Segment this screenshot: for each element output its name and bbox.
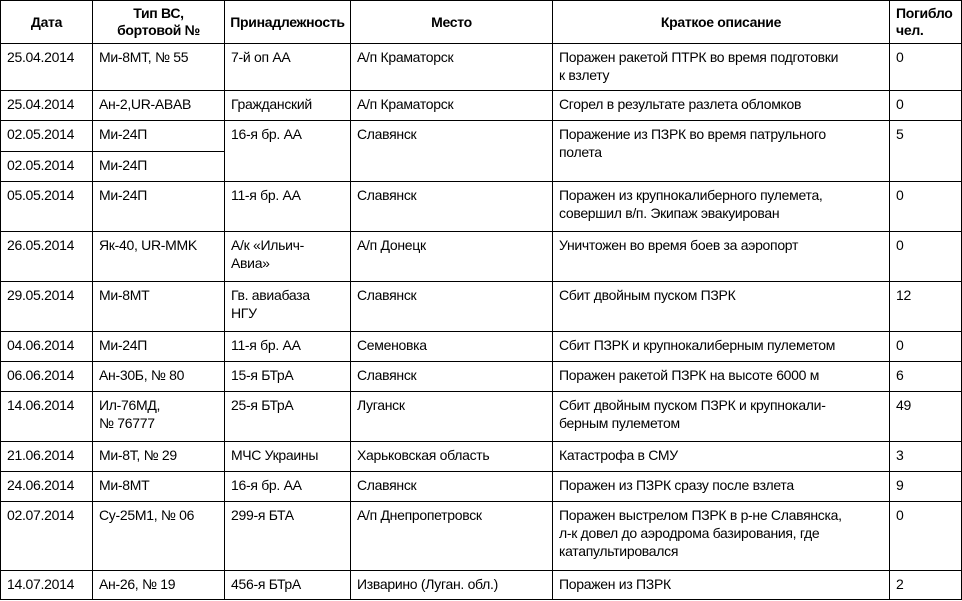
- cell-owner: Гражданский: [225, 91, 351, 121]
- cell-type: Ан-26, № 19: [93, 571, 225, 600]
- cell-type: Ми-24П: [93, 152, 225, 182]
- cell-owner: 7-й оп АА: [225, 44, 351, 91]
- cell-killed: 9: [890, 472, 962, 502]
- header-owner: Принадлежность: [225, 1, 351, 44]
- cell-date: 24.06.2014: [1, 472, 93, 502]
- table-row: [1, 392, 962, 442]
- header-killed: Погибло чел.: [890, 1, 962, 44]
- table-row: [1, 44, 962, 91]
- table-row: [1, 472, 962, 502]
- cell-type: Ан-2,UR-ABAB: [93, 91, 225, 121]
- cell-owner: 16-я бр. АА: [225, 472, 351, 502]
- cell-killed: 0: [890, 332, 962, 362]
- table-header-row: [1, 1, 962, 44]
- cell-killed: 2: [890, 571, 962, 600]
- cell-description: Поражение из ПЗРК во время патрульного полета: [553, 121, 890, 182]
- table-row: [1, 571, 962, 600]
- cell-type: Ил-76МД, № 76777: [93, 392, 225, 442]
- cell-date: 06.06.2014: [1, 362, 93, 392]
- cell-type: Ан-30Б, № 80: [93, 362, 225, 392]
- cell-killed: 5: [890, 121, 962, 182]
- cell-type: Ми-8МТ, № 55: [93, 44, 225, 91]
- cell-owner: 456-я БТрА: [225, 571, 351, 600]
- cell-place: Славянск: [351, 472, 553, 502]
- cell-description: Сбит двойным пуском ПЗРК: [553, 282, 890, 332]
- cell-date: 25.04.2014: [1, 91, 93, 121]
- cell-owner: 11-я бр. АА: [225, 332, 351, 362]
- cell-date: 21.06.2014: [1, 442, 93, 472]
- cell-owner: Гв. авиабаза НГУ: [225, 282, 351, 332]
- cell-place: А/п Краматорск: [351, 91, 553, 121]
- cell-description: Катастрофа в СМУ: [553, 442, 890, 472]
- cell-place: Славянск: [351, 362, 553, 392]
- cell-killed: 0: [890, 502, 962, 571]
- table-row: [1, 282, 962, 332]
- cell-type: Ми-24П: [93, 332, 225, 362]
- header-date: Дата: [1, 1, 93, 44]
- cell-place: А/п Донецк: [351, 232, 553, 282]
- cell-type: Ми-8Т, № 29: [93, 442, 225, 472]
- table-row: [1, 121, 962, 152]
- cell-place: А/п Днепропетровск: [351, 502, 553, 571]
- cell-date: 02.05.2014: [1, 121, 93, 152]
- cell-place: Славянск: [351, 121, 553, 182]
- table-row: [1, 442, 962, 472]
- cell-type: Ми-24П: [93, 182, 225, 232]
- header-description: Краткое описание: [553, 1, 890, 44]
- cell-date: 25.04.2014: [1, 44, 93, 91]
- cell-description: Поражен из ПЗРК: [553, 571, 890, 600]
- cell-type: Як-40, UR-MMK: [93, 232, 225, 282]
- cell-type: Ми-24П: [93, 121, 225, 152]
- cell-date: 26.05.2014: [1, 232, 93, 282]
- cell-place: Славянск: [351, 182, 553, 232]
- cell-killed: 12: [890, 282, 962, 332]
- cell-description: Поражен ракетой ПЗРК на высоте 6000 м: [553, 362, 890, 392]
- cell-killed: 0: [890, 91, 962, 121]
- cell-killed: 3: [890, 442, 962, 472]
- cell-description: Поражен выстрелом ПЗРК в р-не Славянска, л-к довел до аэродрома базирования, где катапультировался: [553, 502, 890, 571]
- table-row: [1, 91, 962, 121]
- cell-place: Семеновка: [351, 332, 553, 362]
- cell-type: Ми-8МТ: [93, 472, 225, 502]
- table-row: [1, 332, 962, 362]
- cell-description: Уничтожен во время боев за аэропорт: [553, 232, 890, 282]
- cell-date: 02.05.2014: [1, 152, 93, 182]
- cell-killed: 49: [890, 392, 962, 442]
- cell-description: Сгорел в результате разлета обломков: [553, 91, 890, 121]
- cell-type: Су-25М1, № 06: [93, 502, 225, 571]
- cell-description: Поражен из крупнокалиберного пулемета, совершил в/п. Экипаж эвакуирован: [553, 182, 890, 232]
- cell-description: Поражен ракетой ПТРК во время подготовки к взлету: [553, 44, 890, 91]
- cell-killed: 0: [890, 232, 962, 282]
- cell-killed: 0: [890, 182, 962, 232]
- cell-place: Изварино (Луган. обл.): [351, 571, 553, 600]
- cell-place: А/п Краматорск: [351, 44, 553, 91]
- cell-date: 04.06.2014: [1, 332, 93, 362]
- cell-place: Харьковская область: [351, 442, 553, 472]
- cell-description: Поражен из ПЗРК сразу после взлета: [553, 472, 890, 502]
- cell-owner: 15-я БТрА: [225, 362, 351, 392]
- cell-date: 29.05.2014: [1, 282, 93, 332]
- cell-owner: 16-я бр. АА: [225, 121, 351, 182]
- cell-date: 05.05.2014: [1, 182, 93, 232]
- cell-type: Ми-8МТ: [93, 282, 225, 332]
- cell-owner: МЧС Украины: [225, 442, 351, 472]
- cell-killed: 6: [890, 362, 962, 392]
- cell-date: 14.06.2014: [1, 392, 93, 442]
- cell-killed: 0: [890, 44, 962, 91]
- cell-owner: 299-я БТА: [225, 502, 351, 571]
- header-place: Место: [351, 1, 553, 44]
- cell-owner: А/к «Ильич- Авиа»: [225, 232, 351, 282]
- cell-description: Сбит двойным пуском ПЗРК и крупнокали- берным пулеметом: [553, 392, 890, 442]
- cell-date: 02.07.2014: [1, 502, 93, 571]
- cell-owner: 25-я БТрА: [225, 392, 351, 442]
- table-row: [1, 182, 962, 232]
- cell-owner: 11-я бр. АА: [225, 182, 351, 232]
- table-row: [1, 502, 962, 571]
- cell-description: Сбит ПЗРК и крупнокалиберным пулеметом: [553, 332, 890, 362]
- table-row: [1, 232, 962, 282]
- table-row: [1, 362, 962, 392]
- cell-place: Славянск: [351, 282, 553, 332]
- cell-date: 14.07.2014: [1, 571, 93, 600]
- cell-place: Луганск: [351, 392, 553, 442]
- header-type: Тип ВС, бортовой №: [93, 1, 225, 44]
